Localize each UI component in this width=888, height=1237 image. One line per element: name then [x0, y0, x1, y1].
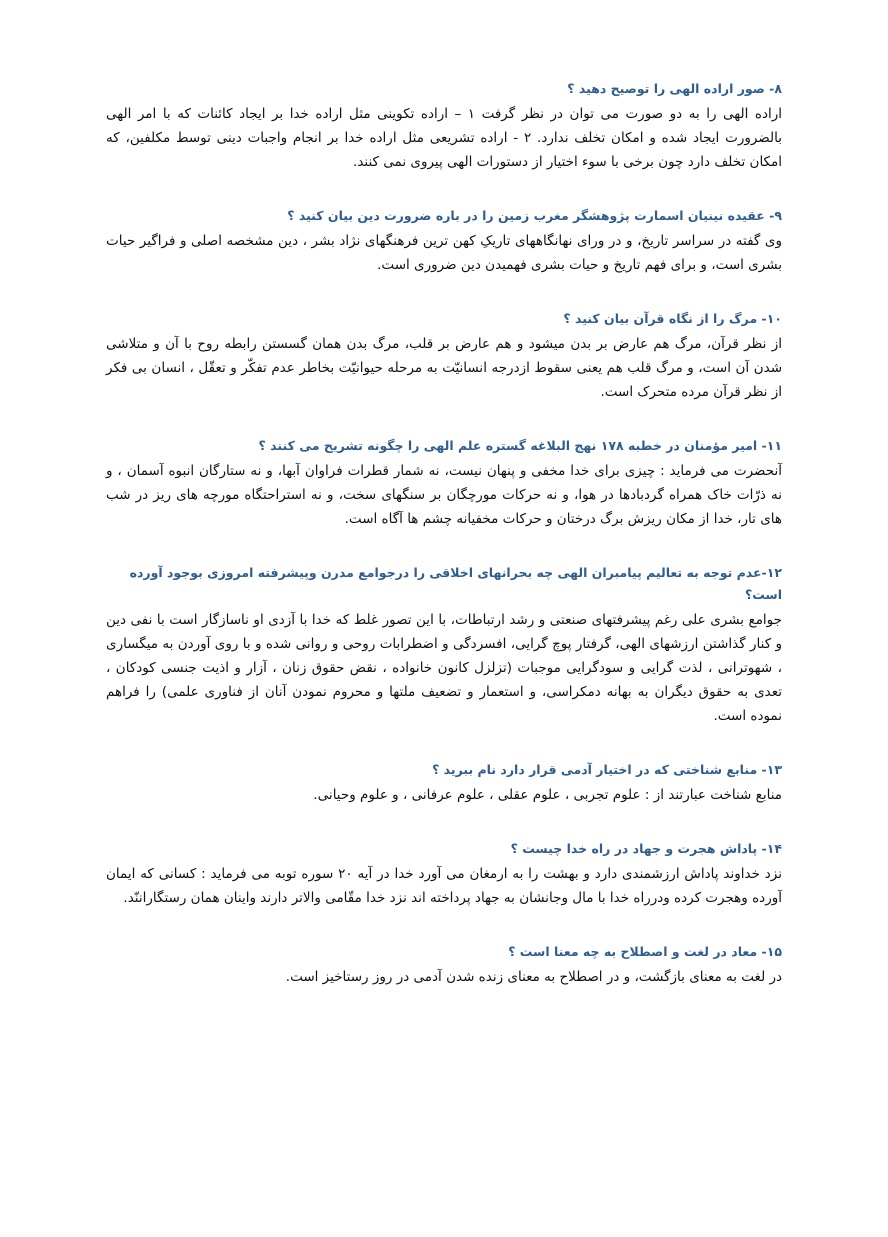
- answer-paragraph: از نظر قرآن، مرگ هم عارض بر بدن میشود و هم عارض بر قلب، مرگ بدن همان گسستن رابطه روح با آن و متلاشی شدن آن است، و مرگ قلب هم یعنی سقوط ازدرجه انسانیّت به مرحله حیوانیّت بخاطر عدم تفکّر و تعقّل ، انسان بی فکر از نظر قرآن مرده متحرک است.: [106, 336, 782, 400]
- question-heading: ۹- عقیده نینیان اسمارت پژوهشگر مغرب زمین را در باره ضرورت دین بیان کنید ؟: [287, 208, 782, 223]
- question-heading: ۸- صور اراده الهی را توصیح دهید ؟: [567, 81, 782, 96]
- answer-paragraph: اراده الهی را به دو صورت می توان در نظر گرفت ۱ – اراده تکوینی مثل اراده خدا بر ایجاد کائنات که با امر الهی بالضرورت ایجاد شده و امکان تخلف ندارد. ۲ - اراده تشریعی مثل اراده خدا بر انجام واجبات دینی توسط مکلفین، که امکان تخلف دارد چون برخی با سوء اختیار از دستورات الهی پیروی نمی کنند.: [106, 106, 783, 170]
- answer-paragraph: وی گفته در سراسر تاریخ، و در ورای نهانگاههای تاریکِ کهن ترین فرهنگهای نژاد بشر ، دین مشخصه اصلی و فراگیر حیات بشری است، و برای فهم تاریخ و حیات بشری فهمیدن دین ضروری است.: [106, 233, 782, 273]
- qa-item-14: [106, 838, 782, 910]
- qa-item-10: [106, 308, 782, 404]
- qa-item-15: [106, 941, 782, 989]
- question-heading: ۱۰- مرگ را از نگاه قرآن بیان کنید ؟: [563, 311, 782, 326]
- question-heading: ۱۴- پاداش هجرت و جهاد در راه خدا چیست ؟: [510, 841, 782, 856]
- answer-paragraph: نزد خداوند پاداش ارزشمندی دارد و بهشت را به ارمغان می آورد خدا در آیه ۲۰ سوره توبه می فرماید : کسانی که ایمان آورده وهجرت کرده ودرراه خدا با مال وجانشان به جهاد پرداخته اند نزد خدا مقّامی والاتر دارند واینان همان رستگاراننّد.: [106, 866, 782, 906]
- question-heading: ۱۲-عدم توجه به تعالیم پیامبران الهی چه بحرانهای اخلاقی را درجوامع مدرن وپیشرفته امروزی بوجود آورده است؟: [129, 565, 782, 602]
- document-content: [106, 78, 782, 1020]
- question-heading: ۱۵- معاد در لغت و اصطلاح به چه معنا است ؟: [508, 944, 782, 959]
- qa-item-8: [106, 78, 782, 174]
- answer-paragraph: آنحضرت می فرماید : چیزی برای خدا مخفی و پنهان نیست، نه شمار قطرات فراوان آبها، و نه ستارگان انبوه آسمان ، و نه ذرّات خاک همراه گردبادها در هوا، و نه حرکات مورچگان بر سنگهای سخت، و نه استراحتگاه مورچه های ریز در شب های تار، خدا از مکان ریزش برگ درختان و حرکات مخفیانه چشم ها آگاه است.: [106, 463, 782, 527]
- answer-paragraph: جوامع بشری علی رغم پیشرفتهای صنعتی و رشد ارتباطات، با این تصور غلط که خدا با آزدی او ناسازگار است با نفی دین و کنار گذاشتن ارزشهای الهی، گرفتار پوچ گرایی، افسردگی و اضطرابات روحی و روانی شده و با روی آوردن به میگساری ، شهوترانی ، لذت گرایی و سودگرایی موجبات (تزلزل کانون خانواده ، نقض حقوق زنان ، آزار و اذیت جنسی کودکان ، تعدی به حقوق دیگران به بهانه دمکراسی، و استعمار و تضعیف ملتها و محروم نمودن آنان از فناوری علمی) را فراهم نموده است.: [106, 612, 782, 724]
- qa-item-11: [106, 435, 782, 531]
- answer-paragraph: منابع شناخت عبارتند از : علوم تجربی ، علوم عقلی ، علوم عرفانی ، و علوم وحیانی.: [313, 787, 782, 803]
- qa-item-13: [106, 759, 782, 807]
- qa-item-12: [106, 562, 782, 728]
- question-heading: ۱۳- منابع شناختی که در اختیار آدمی قرار دارد نام ببرید ؟: [432, 762, 782, 777]
- answer-paragraph: در لغت به معنای بازگشت، و در اصطلاح به معنای زنده شدن آدمی در روز رستاخیز است.: [285, 969, 782, 985]
- qa-item-9: [106, 205, 782, 277]
- question-heading: ۱۱- امیر مؤمنان در خطبه ۱۷۸ نهج البلاغه گستره علم الهی را چگونه تشریح می کنند ؟: [258, 438, 782, 453]
